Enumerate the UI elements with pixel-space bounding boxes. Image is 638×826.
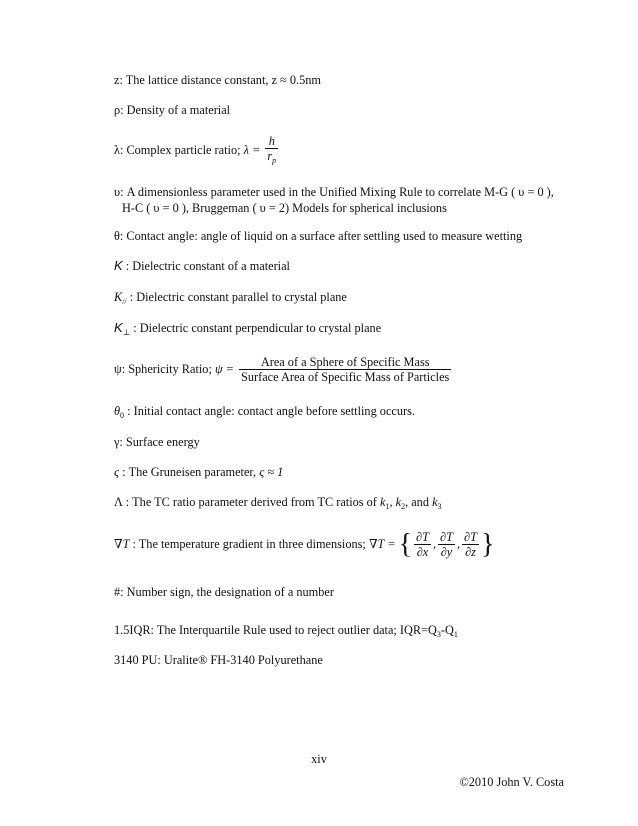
lambda-lhs: λ = bbox=[243, 142, 261, 157]
entry-gamma: γ: Surface energy bbox=[114, 435, 200, 449]
theta0-symbol: θ bbox=[114, 404, 121, 418]
lambda-numerator: h bbox=[265, 134, 278, 149]
lambda-denominator: $r_p$ bbox=[267, 149, 277, 165]
entry-theta: θ: Contact angle: angle of liquid on a surface after settling used to measure wetting bbox=[114, 229, 523, 243]
K-perp-symbol: K bbox=[114, 320, 123, 335]
Lambda-desc: Λ : The TC ratio parameter derived from TC ratios of bbox=[114, 495, 377, 509]
grad-y: $\frac{\partial T}{\partial y}$ bbox=[440, 530, 453, 559]
K-parallel-desc: : Dielectric constant parallel to crystal plane bbox=[126, 290, 347, 304]
k2: k bbox=[395, 495, 402, 509]
entry-hash: #: Number sign, the designation of a number bbox=[114, 585, 334, 599]
entry-K-parallel bbox=[114, 289, 347, 310]
grad-symbol: ∇T bbox=[114, 536, 130, 551]
entry-psi bbox=[114, 355, 453, 385]
zeta-expression: ς ≈ 1 bbox=[259, 465, 284, 479]
K-perp-desc: : Dielectric constant perpendicular to crystal plane bbox=[130, 321, 382, 335]
entry-pu: 3140 PU: Uralite® FH-3140 Polyurethane bbox=[114, 653, 323, 667]
entry-upsilon-line2: H-C ( υ = 0 ), Bruggeman ( υ = 2) Models for spherical inclusions bbox=[122, 201, 447, 215]
entry-iqr: 1.5IQR: The Interquartile Rule used to reject outlier data; $IQR=Q_3-Q_1$ bbox=[114, 623, 458, 639]
K-parallel-sub: // bbox=[122, 297, 127, 306]
page-number: xiv bbox=[311, 752, 327, 766]
k1: k bbox=[379, 495, 386, 509]
entry-rho: ρ: Density of a material bbox=[114, 103, 231, 117]
entry-lambda bbox=[114, 134, 280, 168]
grad-z: $\frac{\partial T}{\partial z}$ bbox=[464, 530, 477, 559]
theta0-sub: 0 bbox=[120, 411, 125, 420]
entry-K bbox=[114, 258, 290, 274]
psi-numerator: Area of a Sphere of Specific Mass bbox=[239, 355, 451, 370]
K-parallel-symbol: K bbox=[114, 290, 123, 304]
entry-K-perpendicular bbox=[114, 320, 381, 341]
left-brace: { bbox=[398, 529, 413, 560]
psi-denominator: Surface Area of Specific Mass of Particles bbox=[241, 370, 450, 384]
lambda-fraction bbox=[265, 134, 278, 168]
Lambda-and: and bbox=[411, 495, 429, 509]
grad-desc: : The temperature gradient in three dimensions; bbox=[129, 536, 366, 551]
entry-gradient: ∇T : The temperature gradient in three dimensions; ∇T = { $\frac{\partial T}{\partial x}$ , $\frac{\partial T}{\partial y}$ , $\frac{\partial T}{\partial z}$ } bbox=[114, 529, 495, 560]
entry-upsilon-line1: υ: A dimensionless parameter used in the Unified Mixing Rule to correlate M-G ( υ = 0 ), bbox=[114, 185, 554, 199]
theta0-desc: : Initial contact angle: contact angle before settling occurs. bbox=[124, 404, 415, 418]
lambda-label: λ: Complex particle ratio; bbox=[114, 142, 241, 157]
psi-label: ψ: Sphericity Ratio; bbox=[114, 361, 212, 376]
zeta-symbol: ς bbox=[114, 465, 119, 479]
zeta-desc: : The Gruneisen parameter, bbox=[119, 465, 257, 479]
entry-z: z: The lattice distance constant, z ≈ 0.5nm bbox=[114, 73, 321, 87]
entry-theta0 bbox=[114, 403, 415, 424]
right-brace: } bbox=[480, 529, 495, 560]
psi-lhs: ψ = bbox=[214, 361, 234, 376]
k3: k bbox=[432, 495, 438, 509]
entry-zeta bbox=[114, 464, 283, 480]
grad-x: $\frac{\partial T}{\partial x}$ bbox=[416, 530, 429, 559]
psi-fraction bbox=[239, 355, 451, 385]
K-symbol: K bbox=[114, 258, 123, 273]
K-desc: : Dielectric constant of a material bbox=[122, 259, 290, 273]
K-perp-sub: ⊥ bbox=[122, 328, 131, 337]
copyright: ©2010 John V. Costa bbox=[459, 775, 564, 789]
entry-Lambda: Λ : The TC ratio parameter derived from TC ratios of $k_1$, $k_2$, and $k_3$ bbox=[114, 495, 442, 511]
grad-lhs: ∇T = bbox=[368, 536, 396, 551]
